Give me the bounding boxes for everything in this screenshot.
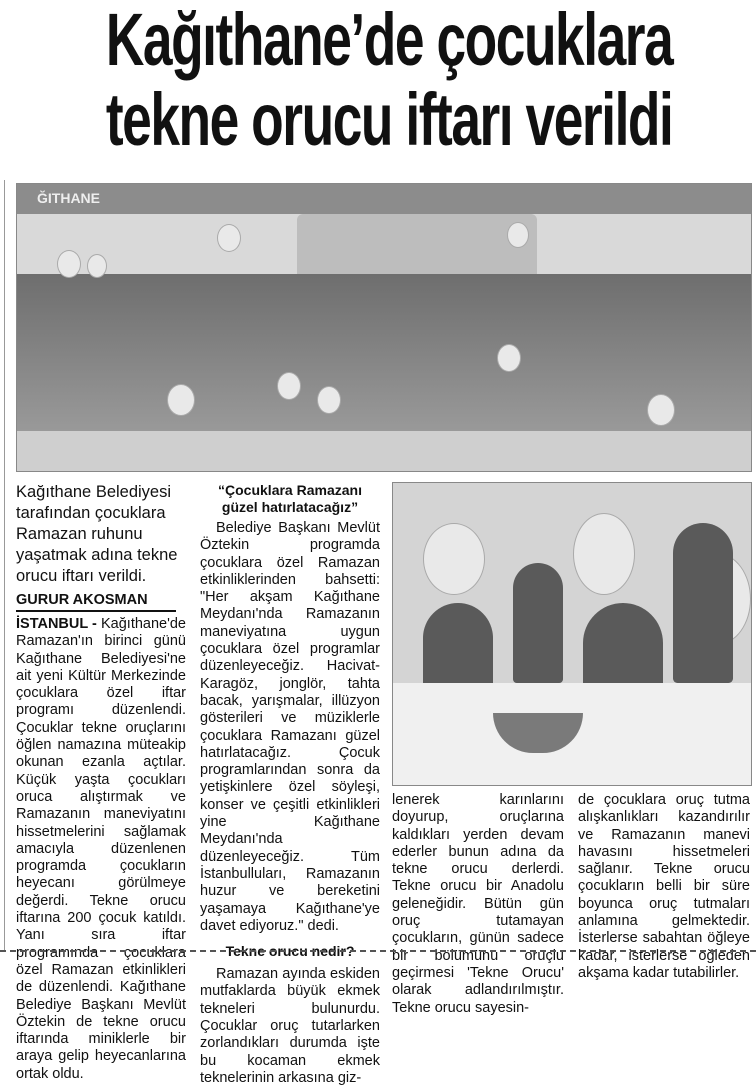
child-girl-left: [423, 603, 493, 693]
column-2-text-2: Ramazan ayında eskiden mutfaklarda büyük ekmek tekneleri bulunurdu. Çocuklar oruç tutarlarken zorlandıkları durumda işte bu kocaman ekmek teknelerinin arkasına giz-: [200, 966, 380, 1086]
balloon: [87, 254, 107, 278]
headline-line-1: Kağıthane’de çocuklara: [105, 0, 673, 81]
column-4-text: de çocuklara oruç tutma alışkanlıkları kazandırılır ve Ramazanın manevi havasını hissetmeleri sağlanır. Tekne orucu çocukların belli bir süre boyunca oruç tutmaları anlamına gelmektedir. İsterlerse sabahtan öğleye kadar, isterlerse öğleden akşama kadar tutabilirler.: [578, 792, 750, 981]
balloon: [277, 372, 301, 400]
balloon: [217, 224, 241, 252]
column-3: [392, 792, 564, 1017]
column-1-text: Kağıthane'de Ramazan'ın birinci günü Kağıthane Belediyesi'ne ait yeni Kültür Merkezinde çocuklara özel iftar programı düzenlendi. Çocuklar tekne oruçlarını öğlen namazına müteakip okunan ezanla açtılar. Küçük yaşta çocukları oruca alıştırmak ve Ramazanın maneviyatını hissetmelerini sağlamak amacıyla düzenlenen programda çocukların heyecanı görülmeye değerdi. Tekne orucu iftarına 200 çocuk katıldı. Yanı sıra iftar programında çocuklara özel Ramazan etkinlikleri de düzenlendi. Kağıthane Belediye Başkanı Mevlüt Öztekin de tekne orucu iftarında miniklerle bir araya gelip heyecanlarına ortak oldu.: [16, 616, 186, 1082]
headline: [0, 0, 756, 175]
balloon: [497, 344, 521, 372]
main-photo: [16, 183, 752, 472]
headline-line-2: tekne orucu iftarı verildi: [105, 78, 673, 161]
children-crowd: [17, 274, 751, 434]
child-girl-right: [583, 603, 663, 693]
balloon: [573, 513, 635, 595]
child-boy: [513, 563, 563, 683]
balloon: [507, 222, 529, 248]
left-margin-rule: [4, 180, 5, 950]
byline: GURUR AKOSMAN: [16, 592, 176, 612]
dateline: İSTANBUL -: [16, 616, 97, 632]
bottom-rule: [0, 950, 756, 952]
photo-banner: [17, 184, 751, 214]
balloon: [317, 386, 341, 414]
side-photo: [392, 482, 752, 786]
balloon: [57, 250, 81, 278]
photo-banner-text: ĞITHANE: [37, 190, 100, 206]
column-4: [578, 792, 750, 982]
column-3-text: lenerek karınlarını doyurup, oruçlarına kaldıkları yerden devam ederler bunun adına da tekne orucu derlerdi. Tekne orucu bir Anadolu geleneğidir. Bütün gün oruç tutamayan çocukların, günün sadece bir bölümünü oruçlu geçirmesi 'Tekne Orucu' olarak adlandırılmıştır. Tekne orucu sayesin-: [392, 792, 564, 1016]
subhead-tekne-orucu: Tekne orucu nedir?: [225, 943, 355, 960]
column-2: [200, 482, 380, 1087]
column-2-text-1: Belediye Başkanı Mevlüt Öztekin programda çocuklara özel Ramazan etkinliklerinden bahsetti: "Her akşam Kağıthane Meydanı'nda Ramazanın maneviyatına uygun çocuklara özel programlar düzenleyeceğiz. Hacivat-Karagöz, jonglör, tahta bacak, yarışmalar, illüzyon gösterileri ve müziklerle çocuklara Ramazanı güzel hatırlatacağız. Çocuk programlarından sonra da yetişkinlere özel söyleşi, konser ve çeşitli etkinlikleri yine Kağıthane Meydanı'nda düzenleyeceğiz. Tüm İstanbulluları, Ramazanın huzur ve bereketini yaşamaya Kağıthane'ye davet ediyoruz." dedi.: [200, 520, 380, 934]
balloon: [167, 384, 195, 416]
balloon: [423, 523, 485, 595]
adult-man: [673, 523, 733, 683]
column-1: [16, 616, 186, 1083]
subhead-quote: “Çocuklara Ramazanı güzel hatırlatacağız”: [218, 482, 362, 515]
floor: [17, 431, 751, 471]
balloon: [647, 394, 675, 426]
lead-paragraph: Kağıthane Belediyesi tarafından çocuklara Ramazan ruhunu yaşatmak adına tekne orucu iftarı verildi.: [16, 483, 178, 585]
